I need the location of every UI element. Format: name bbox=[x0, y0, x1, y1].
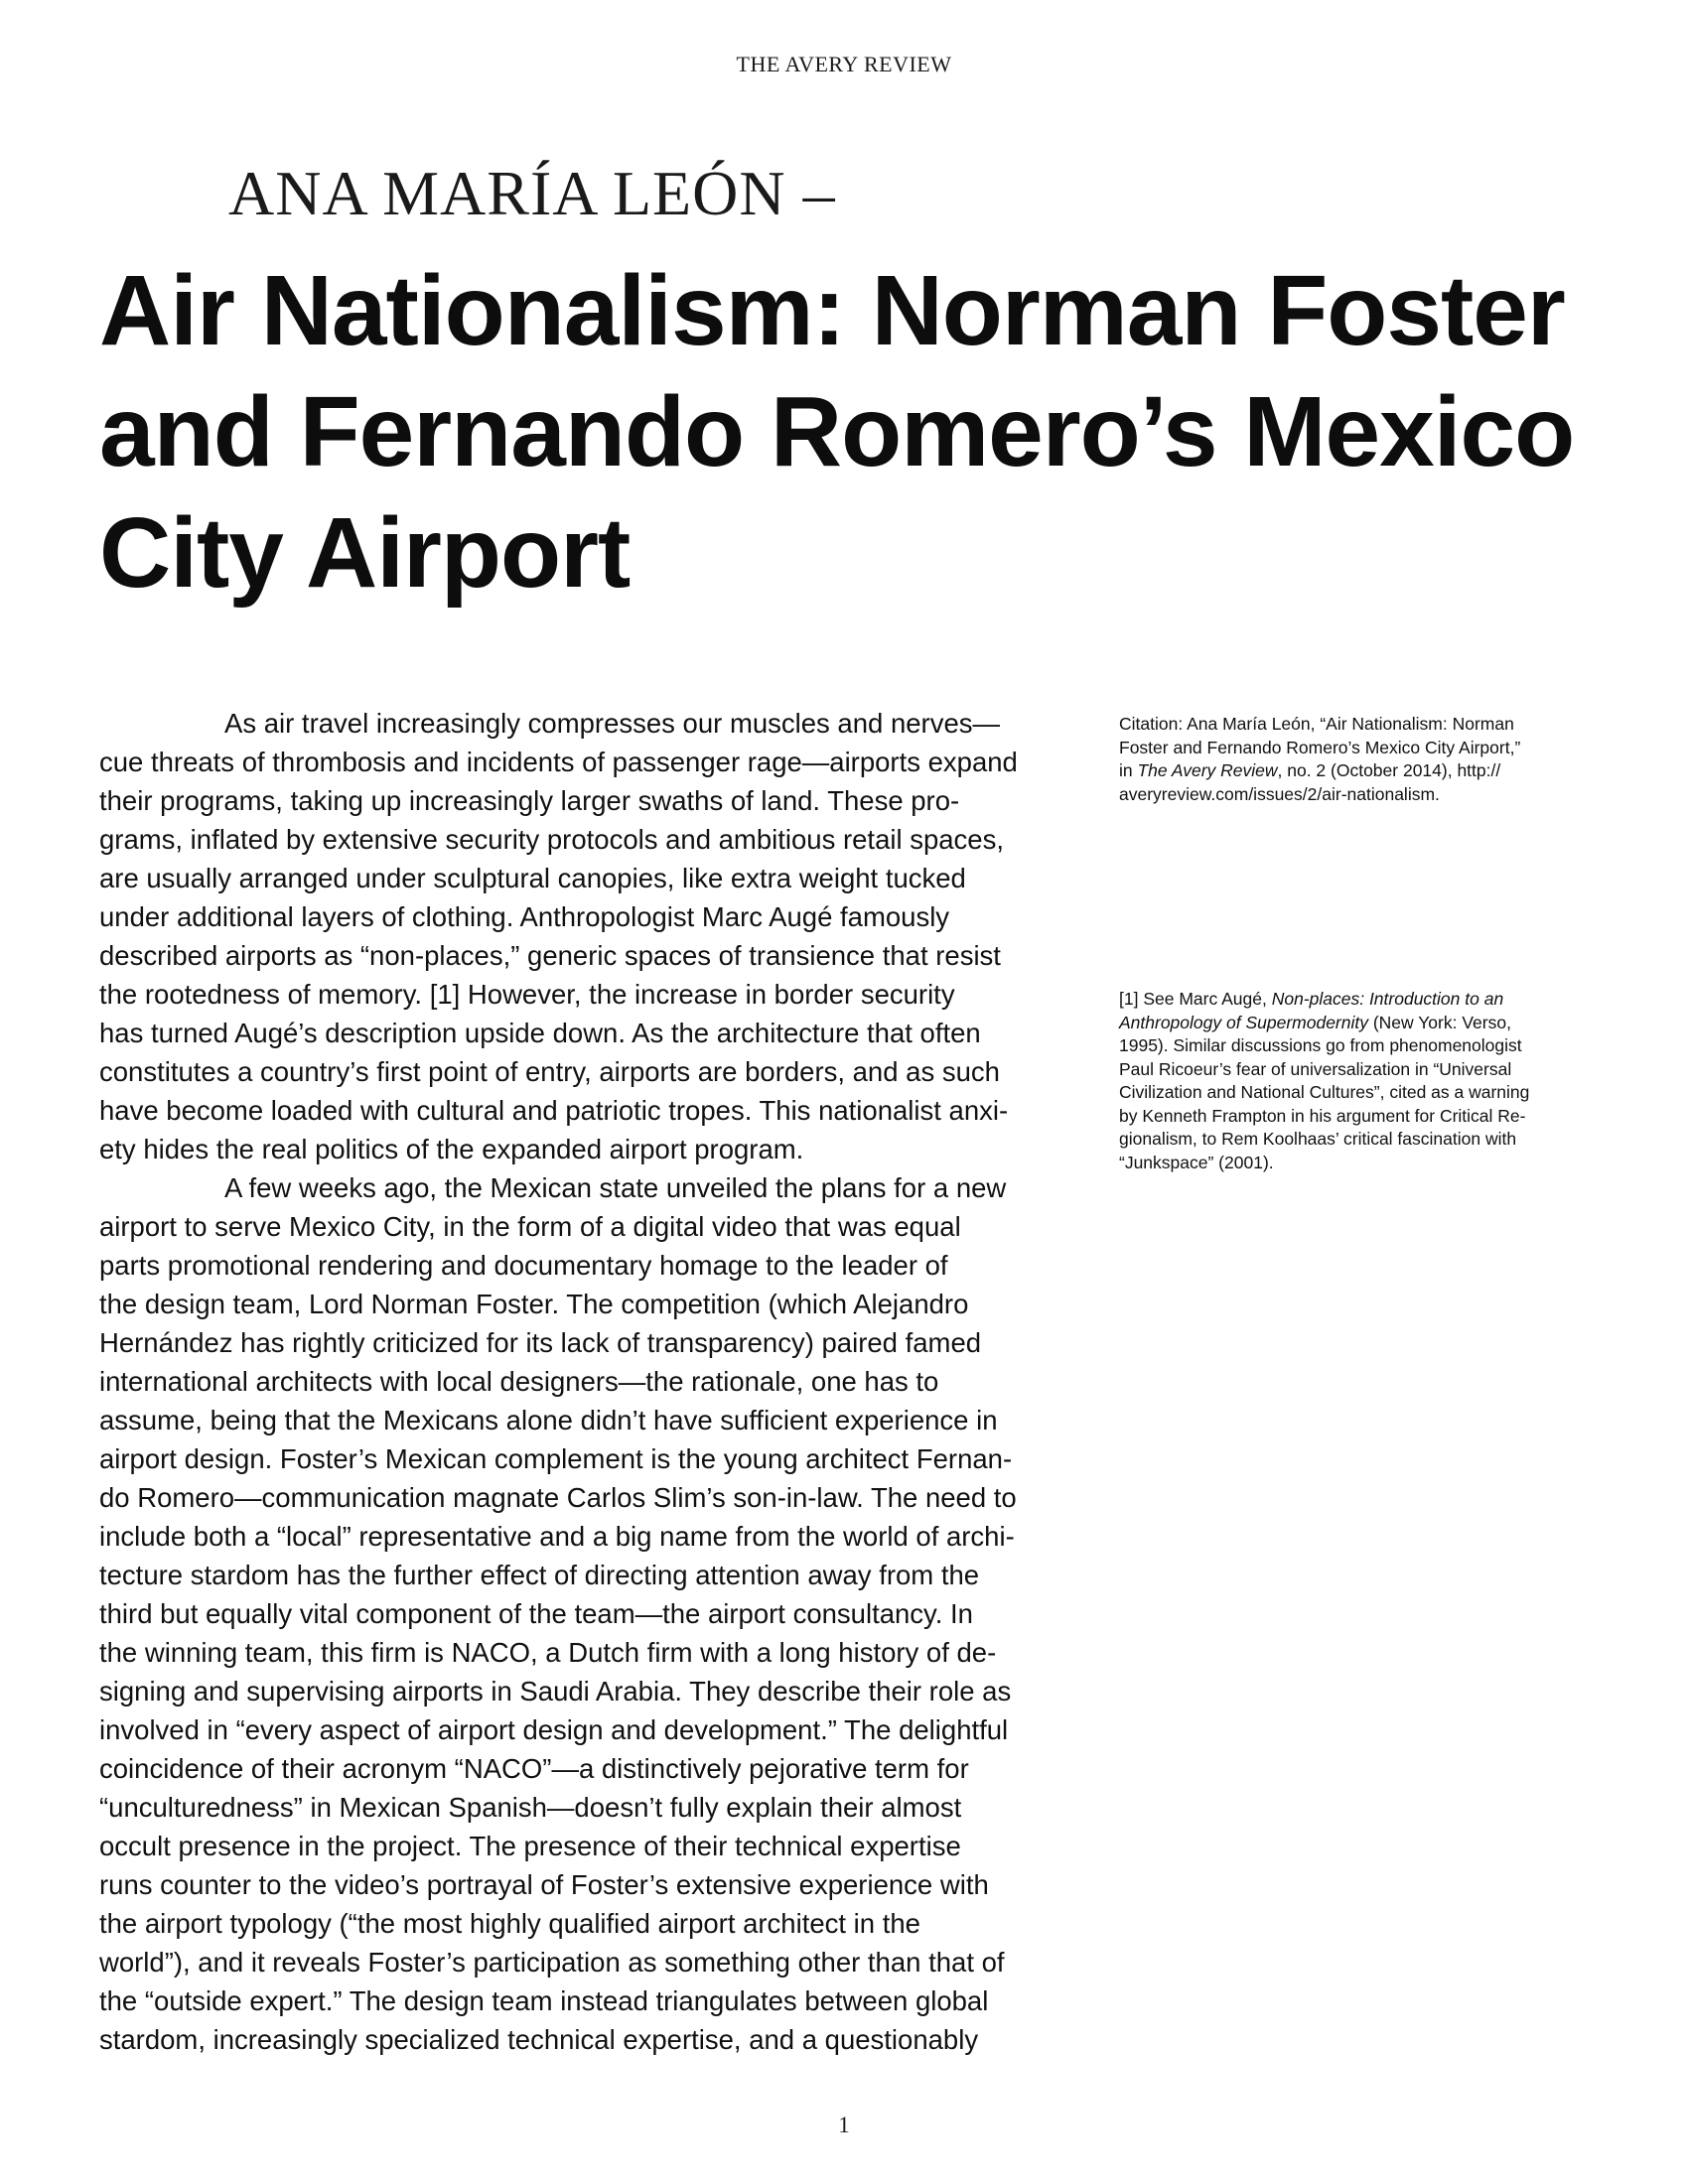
body-line: involved in “every aspect of airport design and development.” The delightful bbox=[99, 1714, 1009, 1745]
citation-text: , no. 2 (October 2014), http:// bbox=[1277, 760, 1501, 780]
footnote-line: Paul Ricoeur’s fear of universalization in “Universal bbox=[1119, 1058, 1512, 1079]
body-line: have become loaded with cultural and patriotic tropes. This nationalist anxi- bbox=[99, 1095, 1009, 1126]
body-line: the “outside expert.” The design team instead triangulates between global bbox=[99, 1985, 989, 2016]
body-line: runs counter to the video’s portrayal of Foster’s extensive experience with bbox=[99, 1869, 989, 1900]
citation-line: Citation: Ana María León, “Air Nationalism: Norman bbox=[1119, 714, 1514, 734]
body-line: parts promotional rendering and documentary homage to the leader of bbox=[99, 1250, 948, 1281]
footnote-text: (New York: Verso, bbox=[1367, 1012, 1511, 1032]
body-line: airport design. Foster’s Mexican complement is the young architect Fernan- bbox=[99, 1443, 1013, 1474]
citation-line: Foster and Fernando Romero’s Mexico City Airport,” bbox=[1119, 737, 1521, 757]
body-line: cue threats of thrombosis and incidents of passenger rage—airports expand bbox=[99, 747, 1018, 777]
body-line: third but equally vital component of the team—the airport consultancy. In bbox=[99, 1598, 973, 1629]
body-line: As air travel increasingly compresses our muscles and nerves— bbox=[224, 708, 1000, 739]
body-line: Hernández has rightly criticized for its lack of transparency) paired famed bbox=[99, 1327, 982, 1358]
body-line: international architects with local designers—the rationale, one has to bbox=[99, 1366, 939, 1397]
body-text bbox=[99, 704, 1092, 2059]
body-line: the rootedness of memory. [1] However, the increase in border security bbox=[99, 979, 955, 1010]
footnote-line bbox=[1119, 988, 1596, 1012]
body-line: “unculturedness” in Mexican Spanish—doesn’t fully explain their almost bbox=[99, 1792, 962, 1823]
citation-line bbox=[1119, 759, 1596, 783]
title-line: Air Nationalism: Norman Foster bbox=[99, 255, 1565, 366]
author-name: ANA MARÍA LEÓN – bbox=[228, 158, 836, 228]
title-line: City Airport bbox=[99, 497, 631, 609]
footnote-line: 1995). Similar discussions go from phenomenologist bbox=[1119, 1035, 1522, 1055]
body-line: under additional layers of clothing. Anthropologist Marc Augé famously bbox=[99, 901, 950, 932]
footnote-book-title: Non-places: Introduction to an bbox=[1271, 989, 1504, 1009]
body-line: do Romero—communication magnate Carlos Slim’s son-in-law. The need to bbox=[99, 1482, 1017, 1513]
body-line: ety hides the real politics of the expanded airport program. bbox=[99, 1134, 804, 1164]
footnote-line: Civilization and National Cultures”, cited as a warning bbox=[1119, 1082, 1530, 1102]
body-line: stardom, increasingly specialized technical expertise, and a questionably bbox=[99, 2024, 979, 2055]
body-line: constitutes a country’s first point of entry, airports are borders, and as such bbox=[99, 1056, 1000, 1087]
footnote-line bbox=[1119, 1012, 1596, 1035]
body-line: tecture stardom has the further effect of directing attention away from the bbox=[99, 1560, 980, 1590]
footnote-line: gionalism, to Rem Koolhaas’ critical fascination with bbox=[1119, 1129, 1517, 1149]
body-line: the winning team, this firm is NACO, a Dutch firm with a long history of de- bbox=[99, 1637, 997, 1668]
citation-link[interactable]: averyreview.com/issues/2/air-nationalism. bbox=[1119, 783, 1440, 804]
body-line: the airport typology (“the most highly qualified airport architect in the bbox=[99, 1908, 920, 1939]
citation-journal: The Avery Review bbox=[1137, 760, 1278, 780]
title-line: and Fernando Romero’s Mexico bbox=[99, 376, 1575, 487]
body-line: airport to serve Mexico City, in the form of a digital video that was equal bbox=[99, 1211, 961, 1242]
footnote-text: [1] See Marc Augé, bbox=[1119, 989, 1272, 1009]
body-line: are usually arranged under sculptural canopies, like extra weight tucked bbox=[99, 863, 966, 893]
body-line: grams, inflated by extensive security protocols and ambitious retail spaces, bbox=[99, 824, 1004, 855]
page-number: 1 bbox=[838, 2113, 850, 2137]
body-line: coincidence of their acronym “NACO”—a distinctively pejorative term for bbox=[99, 1753, 969, 1784]
body-line: has turned Augé’s description upside down. As the architecture that often bbox=[99, 1018, 981, 1048]
article-title bbox=[99, 250, 1589, 614]
citation-note bbox=[1119, 713, 1596, 806]
citation-text: in bbox=[1119, 760, 1138, 780]
body-line: signing and supervising airports in Saudi Arabia. They describe their role as bbox=[99, 1676, 1012, 1706]
body-line: assume, being that the Mexicans alone didn’t have sufficient experience in bbox=[99, 1405, 998, 1435]
body-line: world”), and it reveals Foster’s participation as something other than that of bbox=[99, 1947, 1005, 1978]
running-header: THE AVERY REVIEW bbox=[736, 52, 952, 76]
body-line: A few weeks ago, the Mexican state unveiled the plans for a new bbox=[224, 1172, 1007, 1203]
footnote-book-title: Anthropology of Supermodernity bbox=[1119, 1012, 1368, 1032]
footnote-line: by Kenneth Frampton in his argument for Critical Re- bbox=[1119, 1105, 1526, 1126]
body-line: the design team, Lord Norman Foster. The competition (which Alejandro bbox=[99, 1289, 969, 1319]
footnote-line: “Junkspace” (2001). bbox=[1119, 1152, 1274, 1172]
body-line: their programs, taking up increasingly larger swaths of land. These pro- bbox=[99, 785, 960, 816]
body-line: include both a “local” representative and a big name from the world of archi- bbox=[99, 1521, 1015, 1552]
body-line: occult presence in the project. The presence of their technical expertise bbox=[99, 1831, 961, 1861]
footnote-1 bbox=[1119, 988, 1596, 1174]
body-line: described airports as “non-places,” generic spaces of transience that resist bbox=[99, 940, 1001, 971]
